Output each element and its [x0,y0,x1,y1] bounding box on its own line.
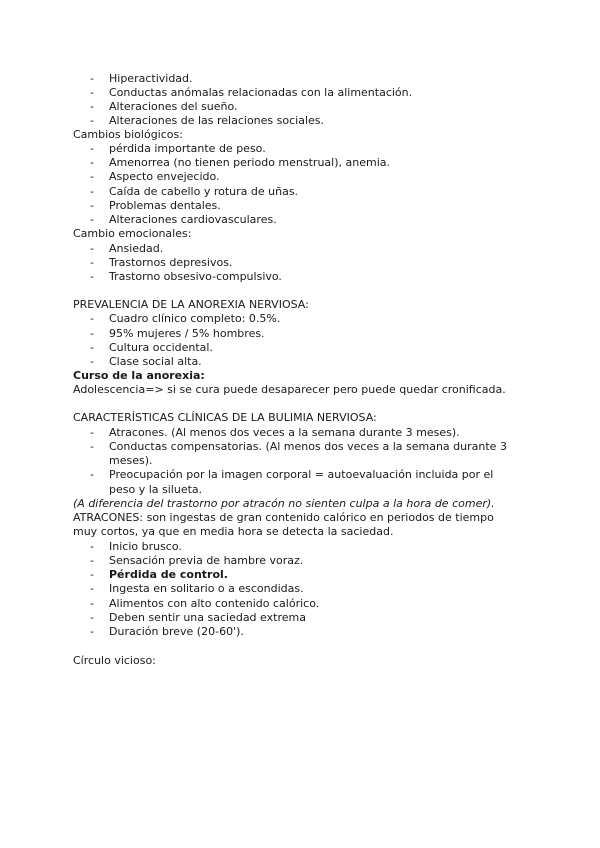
bullet-dash: - [90,355,94,368]
bullet-dash: - [90,568,94,581]
bullet-dash: - [90,270,94,283]
prevalence-heading: PREVALENCIA DE LA ANOREXIA NERVIOSA: [73,298,309,311]
list-item: Clase social alta. [109,355,202,368]
bullet-dash: - [90,582,94,595]
bullet-dash: - [90,156,94,169]
bullet-dash: - [90,440,94,453]
list-item: Hiperactividad. [109,72,193,85]
course-text: Adolescencia=> si se cura puede desaparecer pero puede quedar cronificada. [73,383,506,396]
list-item: Alteraciones cardiovasculares. [109,213,277,226]
list-item: Caída de cabello y rotura de uñas. [109,185,299,198]
course-heading: Curso de la anorexia: [73,369,205,382]
list-item: pérdida importante de peso. [109,142,266,155]
bullet-dash: - [90,540,94,553]
list-item: Ansiedad. [109,242,164,255]
list-item: Duración breve (20-60'). [109,625,244,638]
bullet-dash: - [90,468,94,481]
list-item: Aspecto envejecido. [109,170,220,183]
bullet-dash: - [90,597,94,610]
list-item: Sensación previa de hambre voraz. [109,554,304,567]
bullet-dash: - [90,242,94,255]
list-item: Preocupación por la imagen corporal = autoevaluación incluida por el [109,468,494,481]
biological-heading: Cambios biológicos: [73,128,183,141]
bullet-dash: - [90,86,94,99]
binge-definition-line1: ATRACONES: son ingestas de gran contenido calórico en periodos de tiempo [73,511,494,524]
bullet-dash: - [90,341,94,354]
bullet-dash: - [90,611,94,624]
bullet-dash: - [90,170,94,183]
bulimia-heading: CARACTERÍSTICAS CLÍNICAS DE LA BULIMIA NERVIOSA: [73,411,377,424]
bullet-dash: - [90,312,94,325]
list-item: Deben sentir una saciedad extrema [109,611,306,624]
bullet-dash: - [90,213,94,226]
emotional-heading: Cambio emocionales: [73,227,192,240]
list-item: Alteraciones de las relaciones sociales. [109,114,324,127]
list-item: Pérdida de control. [109,568,228,581]
bullet-dash: - [90,327,94,340]
list-item: Amenorrea (no tienen periodo menstrual), anemia. [109,156,390,169]
list-item: Inicio brusco. [109,540,182,553]
list-item: Atracones. (Al menos dos veces a la semana durante 3 meses). [109,426,460,439]
list-item-continuation: peso y la silueta. [109,483,203,496]
list-item: Problemas dentales. [109,199,221,212]
bullet-dash: - [90,554,94,567]
bullet-dash: - [90,114,94,127]
note-text: (A diferencia del trastorno por atracón no sienten culpa a la hora de comer). [73,497,495,510]
list-item: Cultura occidental. [109,341,213,354]
list-item: Cuadro clínico completo: 0.5%. [109,312,281,325]
list-item: Trastorno obsesivo-compulsivo. [109,270,282,283]
bullet-dash: - [90,199,94,212]
list-item: Conductas anómalas relacionadas con la alimentación. [109,86,413,99]
list-item: Trastornos depresivos. [109,256,233,269]
bullet-dash: - [90,185,94,198]
vicious-circle-label: Círculo vicioso: [73,654,156,667]
list-item: Conductas compensatorias. (Al menos dos veces a la semana durante 3 [109,440,507,453]
list-item: Ingesta en solitario o a escondidas. [109,582,304,595]
list-item-continuation: meses). [109,454,153,467]
list-item: Alimentos con alto contenido calórico. [109,597,320,610]
binge-definition-line2: muy cortos, ya que en media hora se detecta la saciedad. [73,525,394,538]
list-item: Alteraciones del sueño. [109,100,238,113]
list-item: 95% mujeres / 5% hombres. [109,327,265,340]
bullet-dash: - [90,72,94,85]
bullet-dash: - [90,625,94,638]
bullet-dash: - [90,426,94,439]
bullet-dash: - [90,142,94,155]
bullet-dash: - [90,100,94,113]
bullet-dash: - [90,256,94,269]
